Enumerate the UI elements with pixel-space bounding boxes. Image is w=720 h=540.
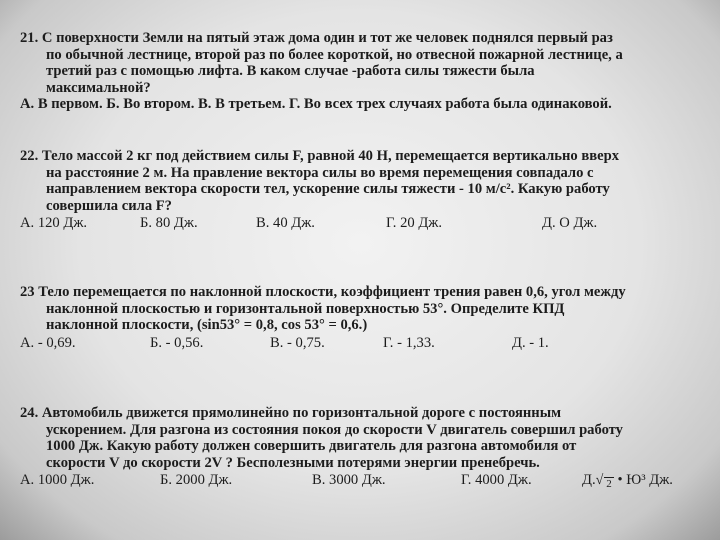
question-24 xyxy=(20,405,705,490)
question-23 xyxy=(20,284,705,353)
question-21-line-2: по обычной лестнице, второй раз по более короткой, но отвесной пожарной лестнице, а xyxy=(46,46,623,63)
answer-b: Б. - 0,56. xyxy=(150,334,204,351)
question-22-line-4: совершила сила F? xyxy=(46,197,172,214)
answer-g: Г. - 1,33. xyxy=(383,334,435,351)
answer-b: Б. 2000 Дж. xyxy=(160,472,233,488)
answer-a: А. 120 Дж. xyxy=(20,215,88,231)
answer-v: В. 40 Дж. xyxy=(256,215,315,231)
answer-d-suffix: • Ю³ Дж. xyxy=(617,472,673,488)
answer-b: Б. 80 Дж. xyxy=(140,215,198,231)
answer-a: А. 1000 Дж. xyxy=(20,472,95,488)
question-21-answers: А. В первом. Б. Во втором. В. В третьем. Г. Во всех трех случаях работа была одинаковой. xyxy=(20,96,612,112)
sqrt-sign-icon: √ xyxy=(595,473,604,488)
question-22 xyxy=(20,148,705,233)
question-23-answers xyxy=(20,335,705,353)
question-23-line-2: наклонной плоскостью и горизонтальной поверхностью 53°. Определите КПД xyxy=(46,300,565,317)
question-24-answers xyxy=(20,472,705,490)
question-21-line-1: 21. С поверхности Земли на пятый этаж дома один и тот же человек поднялся первый раз xyxy=(20,30,613,46)
answer-v: В. - 0,75. xyxy=(270,334,325,351)
question-22-line-1: 22. Тело массой 2 кг под действием силы F, равной 40 Н, перемещается вертикально вверх xyxy=(20,148,620,164)
question-23-line-1: 23 Тело перемещается по наклонной плоскости, коэффициент трения равен 0,6, угол между xyxy=(20,284,626,300)
question-24-line-4: скорости V до скорости 2V ? Бесполезными потерями энергии пренебречь. xyxy=(46,454,540,471)
question-23-line-3: наклонной плоскости, (sin53° = 0,8, cos 53° = 0,6.) xyxy=(46,317,368,333)
question-21 xyxy=(20,30,705,113)
answer-d: Д. - 1. xyxy=(512,334,549,351)
question-24-line-1: 24. Автомобиль движется прямолинейно по горизонтальной дороге с постоянным xyxy=(20,405,562,421)
answer-g: Г. 20 Дж. xyxy=(386,215,443,231)
question-21-line-4: максимальной? xyxy=(46,79,151,96)
answer-d-prefix: Д. xyxy=(582,472,596,488)
answer-d: Д. О Дж. xyxy=(542,215,598,231)
question-22-line-2: на расстояние 2 м. На правление вектора силы во время перемещения совпадало с xyxy=(46,164,594,181)
question-22-line-3: направлением вектора скорости тел, ускорение силы тяжести - 10 м/с². Какую работу xyxy=(46,181,610,197)
answer-d-sqrt: 2 xyxy=(606,478,612,490)
answer-g: Г. 4000 Дж. xyxy=(461,472,532,488)
question-22-answers xyxy=(20,215,705,233)
question-21-line-3: третий раз с помощью лифта. В каком случае -работа силы тяжести была xyxy=(46,63,535,79)
question-24-line-3: 1000 Дж. Какую работу должен совершить двигатель для разгона автомобиля от xyxy=(46,438,577,454)
question-24-line-2: ускорением. Для разгона из состояния покоя до скорости V двигатель совершил работу xyxy=(46,421,623,438)
answer-v: В. 3000 Дж. xyxy=(312,472,386,488)
answer-a: А. - 0,69. xyxy=(20,334,76,351)
answer-d xyxy=(582,472,673,490)
